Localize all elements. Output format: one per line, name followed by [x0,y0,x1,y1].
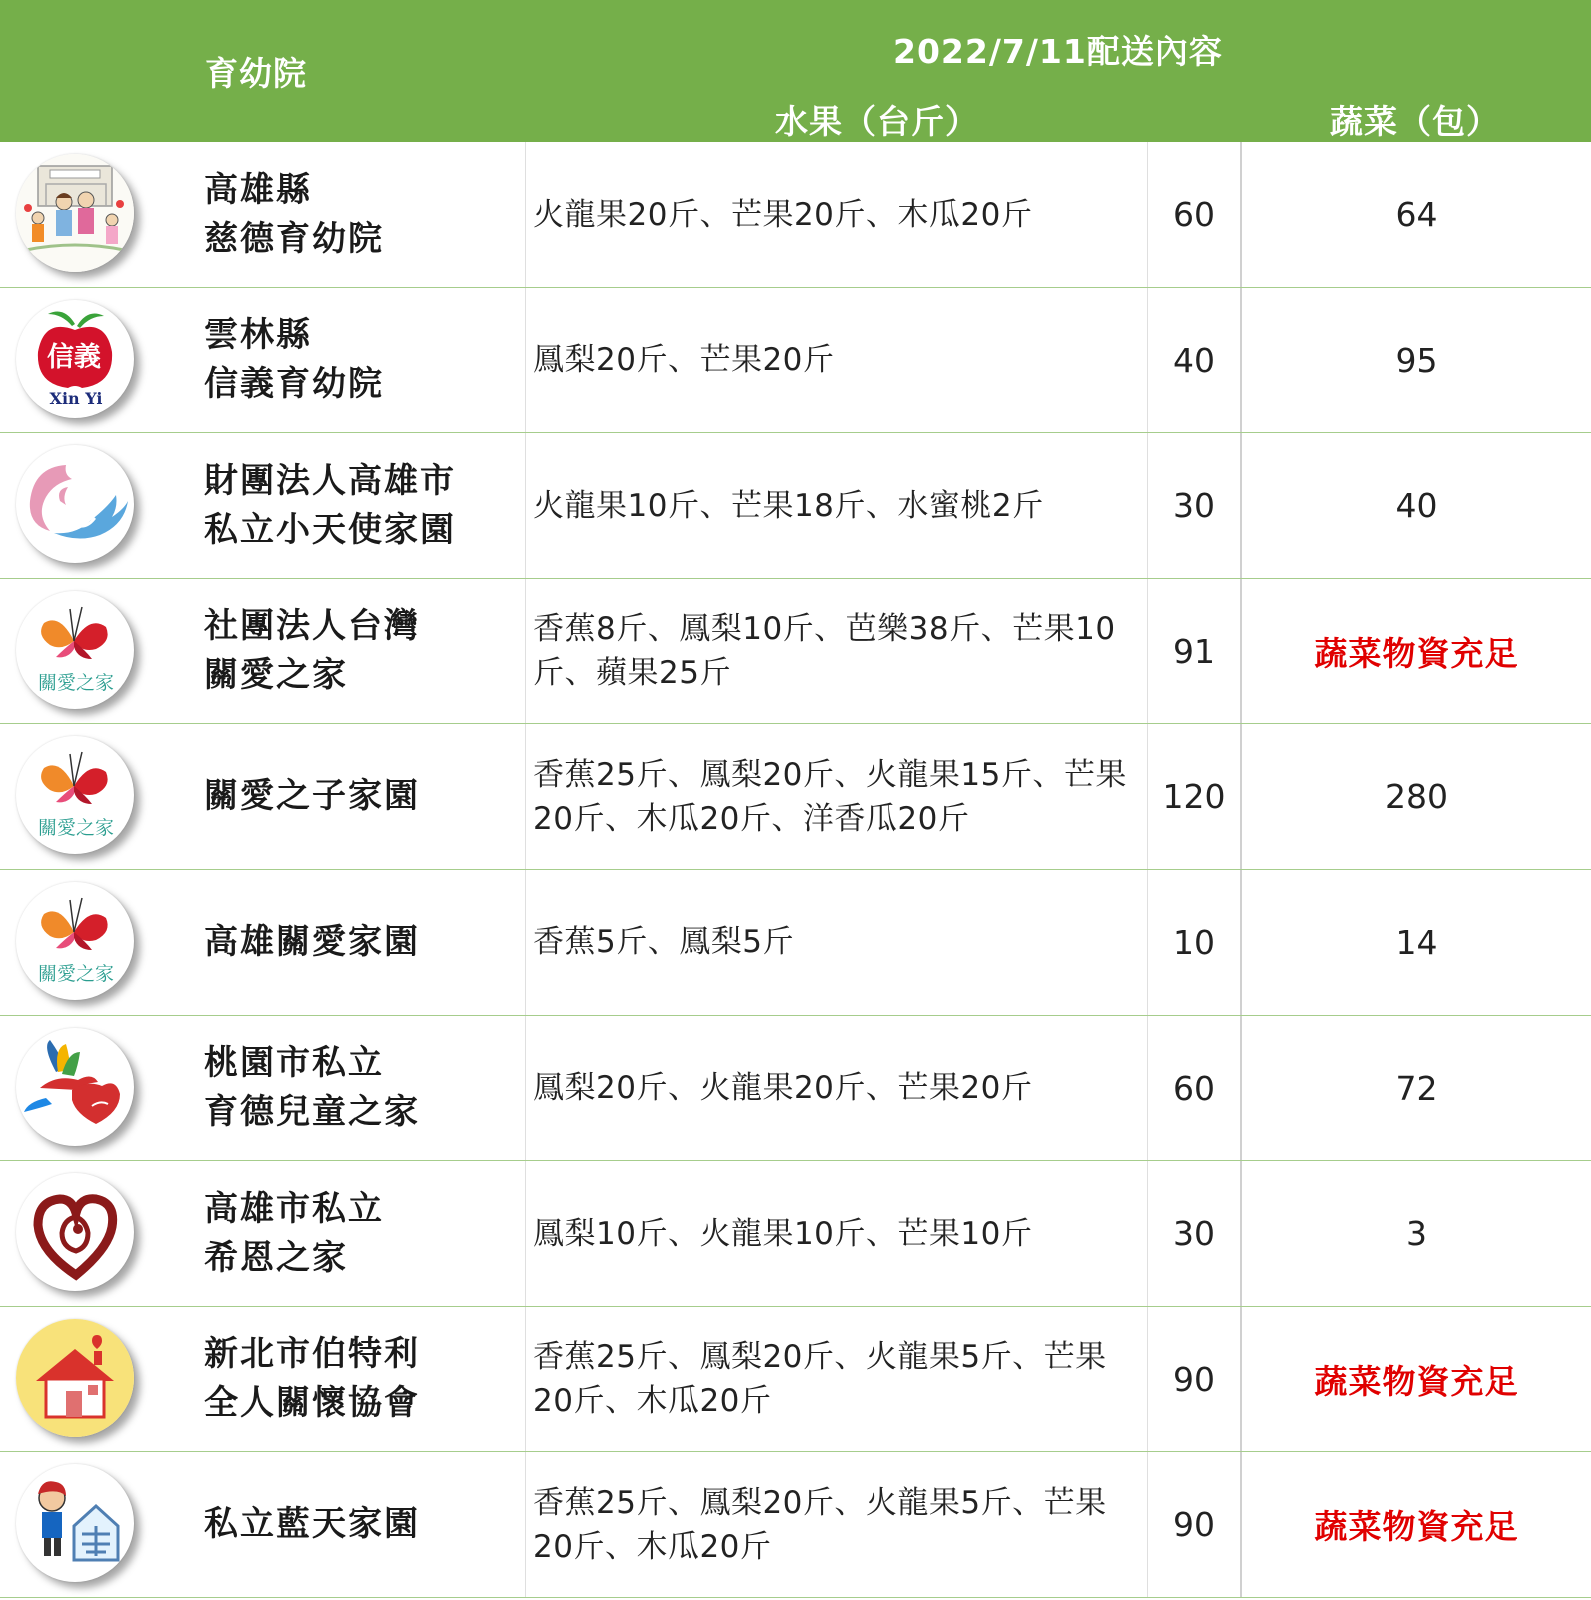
institution-name: 私立藍天家園 [204,1504,420,1545]
fruit-list: 火龍果20斤、芒果20斤、木瓜20斤 [533,196,1033,233]
fruit-total: 10 [1173,922,1215,962]
table-row [0,1161,1591,1307]
fruit-list: 鳳梨10斤、火龍果10斤、芒果10斤 [533,1215,1033,1252]
vegetable-count: 95 [1395,340,1438,380]
cide-drawing-logo-icon [16,154,134,272]
fruit-total: 60 [1173,1068,1215,1108]
fruit-list: 香蕉25斤、鳳梨20斤、火龍果5斤、芒果20斤、木瓜20斤 [533,1484,1107,1565]
table-row [0,579,1591,725]
fruit-total: 90 [1173,1505,1215,1545]
house-logo-icon [16,1319,134,1437]
vegetable-count: 14 [1395,922,1438,962]
vegetable-count: 280 [1385,777,1448,817]
fruit-list: 香蕉5斤、鳳梨5斤 [533,924,794,961]
fruit-total: 30 [1173,486,1215,526]
blue-sky-logo-icon [16,1464,134,1582]
table-row [0,870,1591,1016]
svg-text:關愛之家: 關愛之家 [37,817,115,840]
institution-name: 高雄縣 慈德育幼院 [204,169,384,259]
institution-name: 關愛之子家園 [204,776,420,817]
fruit-total: 60 [1173,195,1215,234]
delivery-table-body [0,142,1591,1598]
table-row [0,142,1591,288]
fruit-list: 鳳梨20斤、火龍果20斤、芒果20斤 [533,1070,1033,1107]
institution-name: 雲林縣 信義育幼院 [204,315,384,405]
svg-text:Xin Yi: Xin Yi [49,388,103,408]
table-row [0,433,1591,579]
table-row [0,724,1591,870]
vegetable-count: 72 [1395,1068,1438,1108]
butterfly-logo-icon [16,591,134,709]
fruit-list: 火龍果10斤、芒果18斤、水蜜桃2斤 [533,487,1044,524]
butterfly-logo-icon [16,736,134,854]
table-row [0,1016,1591,1162]
institution-name: 高雄關愛家園 [204,921,420,962]
fruit-list: 香蕉8斤、鳳梨10斤、芭樂38斤、芒果10斤、蘋果25斤 [533,611,1116,692]
fruit-column-header: 水果（台斤） [775,102,979,141]
svg-text:關愛之家: 關愛之家 [37,962,115,985]
fruit-total: 91 [1173,631,1215,671]
fruit-total: 30 [1173,1214,1215,1254]
table-header [0,0,1591,142]
heart-baby-logo-icon [16,1173,134,1291]
vegetable-sufficient-note: 蔬菜物資充足 [1314,1361,1519,1401]
bird-heart-logo-icon [16,1028,134,1146]
table-row [0,1452,1591,1598]
institution-name: 桃園市私立 育德兒童之家 [204,1043,420,1133]
institution-name: 財團法人高雄市 私立小天使家園 [204,460,456,550]
fruit-list: 鳳梨20斤、芒果20斤 [533,342,835,379]
table-row [0,1307,1591,1453]
xinyi-apple-logo-icon [16,300,134,418]
table-row [0,288,1591,434]
svg-text:關愛之家: 關愛之家 [37,671,115,694]
institution-column-header: 育幼院 [205,54,307,93]
institution-name: 新北市伯特利 全人關懷協會 [204,1334,420,1424]
vegetable-count: 3 [1406,1214,1427,1254]
institution-name: 高雄市私立 希恩之家 [204,1188,384,1278]
fruit-total: 40 [1173,340,1215,380]
vegetable-sufficient-note: 蔬菜物資充足 [1314,1507,1519,1547]
vegetable-column-header: 蔬菜（包） [1330,102,1500,141]
vegetable-count: 40 [1395,486,1438,526]
fruit-list: 香蕉25斤、鳳梨20斤、火龍果15斤、芒果20斤、木瓜20斤、洋香瓜20斤 [533,756,1127,837]
delivery-date-title: 2022/7/11配送內容 [893,32,1223,71]
svg-text:信義: 信義 [47,341,101,373]
fruit-list: 香蕉25斤、鳳梨20斤、火龍果5斤、芒果20斤、木瓜20斤 [533,1339,1107,1420]
vegetable-count: 64 [1395,195,1438,234]
institution-name: 社團法人台灣 關愛之家 [204,606,420,696]
fruit-total: 120 [1162,777,1226,817]
butterfly-logo-icon [16,882,134,1000]
little-angel-logo-icon [16,445,134,563]
fruit-total: 90 [1173,1359,1215,1399]
vegetable-sufficient-note: 蔬菜物資充足 [1314,633,1519,673]
